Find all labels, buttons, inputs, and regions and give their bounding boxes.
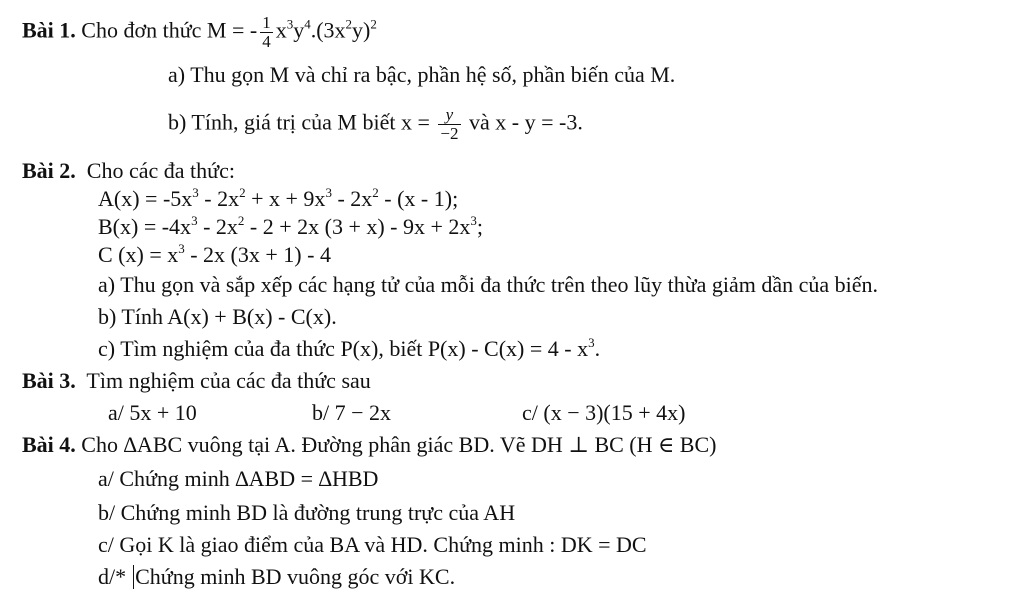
poly-exp: 3 xyxy=(470,213,477,228)
bai3-part-b: b/ 7 − 2x xyxy=(312,400,392,425)
poly-exp: 3 xyxy=(178,241,185,256)
poly-term: B(x) = -4x xyxy=(98,214,192,239)
bai4-d-prefix: d/* xyxy=(98,564,127,589)
poly-term: C (x) = x xyxy=(98,242,179,267)
bai1-expr-mid: .(3x xyxy=(310,17,346,43)
bai2-c-exp: 3 xyxy=(588,335,595,350)
bai2-poly-b xyxy=(98,214,483,240)
bai1-part-a: a) Thu gọn M và chỉ ra bậc, phần hệ số, phần biến của M. xyxy=(168,62,676,87)
bai4-header xyxy=(22,432,716,458)
poly-term: ; xyxy=(476,214,484,239)
bai2-title: Bài 2. xyxy=(22,158,76,183)
bai3-part-c: c/ (x − 3)(15 + 4x) xyxy=(522,400,686,425)
bai1-fraction xyxy=(260,14,273,51)
bai1-intro: Cho đơn thức M = - xyxy=(81,17,258,43)
bai2-part-a: a) Thu gọn và sắp xếp các hạng tử của mỗi đa thức trên theo lũy thừa giảm dần của biến. xyxy=(98,272,879,297)
bai1-expr-y2: y) xyxy=(352,17,371,43)
bai4-intro: Cho ∆ABC vuông tại A. Đường phân giác BD. Vẽ DH ⊥ BC (H ∈ BC) xyxy=(81,432,717,457)
poly-term: - 2 + 2x (3 + x) - 9x + 2x xyxy=(244,214,471,239)
poly-term: - (x - 1); xyxy=(378,186,459,211)
bai1-b-frac-den: −2 xyxy=(440,124,459,143)
bai2-poly-c xyxy=(98,242,331,268)
poly-term: - 2x xyxy=(198,186,240,211)
bai1-header xyxy=(22,14,377,51)
bai2-c-end: . xyxy=(594,336,601,361)
bai4-part-d xyxy=(98,564,455,590)
poly-exp: 2 xyxy=(239,185,246,200)
poly-exp: 2 xyxy=(237,213,245,228)
bai2-part-b: b) Tính A(x) + B(x) - C(x). xyxy=(98,304,337,329)
text-cursor xyxy=(133,565,135,589)
bai2-poly-a xyxy=(98,186,458,212)
bai2-header xyxy=(22,158,235,184)
bai1-b-frac-num: y xyxy=(438,106,460,125)
bai4-part-a: a/ Chứng minh ∆ABD = ∆HBD xyxy=(98,466,379,491)
bai2-part-c xyxy=(98,336,600,362)
poly-term: - 2x (3x + 1) - 4 xyxy=(184,242,331,267)
bai1-title: Bài 1. xyxy=(22,17,76,43)
bai3-header xyxy=(22,368,371,394)
bai2-c-text: c) Tìm nghiệm của đa thức P(x), biết P(x) - C(x) = 4 - x xyxy=(98,336,589,361)
bai4-title: Bài 4. xyxy=(22,432,76,457)
poly-term: - 2x xyxy=(197,214,238,239)
bai1-part-b xyxy=(168,106,583,143)
bai1-exp: 3 xyxy=(286,16,294,32)
bai4-part-b: b/ Chứng minh BD là đường trung trực của AH xyxy=(98,500,516,525)
bai3-intro: Tìm nghiệm của các đa thức sau xyxy=(86,368,371,393)
bai1-b-end: và x - y = -3. xyxy=(469,109,583,135)
bai1-exp: 2 xyxy=(345,16,353,32)
bai1-exp: 4 xyxy=(304,16,311,32)
bai3-title: Bài 3. xyxy=(22,368,76,393)
bai1-b-start: b) Tính, giá trị của M biết x = xyxy=(168,109,430,135)
poly-exp: 3 xyxy=(191,213,198,228)
bai4-d-text: Chứng minh BD vuông góc với KC. xyxy=(135,564,456,589)
bai1-frac-num: 1 xyxy=(262,13,271,32)
poly-term: - 2x xyxy=(331,186,373,211)
bai1-frac-den: 4 xyxy=(262,32,271,51)
bai1-expr-y: y xyxy=(293,17,305,43)
poly-term: A(x) = -5x xyxy=(98,186,193,211)
poly-term: + x + 9x xyxy=(245,186,326,211)
poly-exp: 3 xyxy=(192,185,199,200)
poly-exp: 2 xyxy=(372,185,379,200)
bai2-intro: Cho các đa thức: xyxy=(86,158,235,183)
bai1-exp: 2 xyxy=(370,16,377,32)
poly-exp: 3 xyxy=(325,185,332,200)
bai4-part-c: c/ Gọi K là giao điểm của BA và HD. Chứng minh : DK = DC xyxy=(98,532,647,557)
bai3-part-a: a/ 5x + 10 xyxy=(108,400,197,425)
bai1-expr-x: x xyxy=(275,17,287,43)
bai1-b-fraction xyxy=(438,106,460,143)
